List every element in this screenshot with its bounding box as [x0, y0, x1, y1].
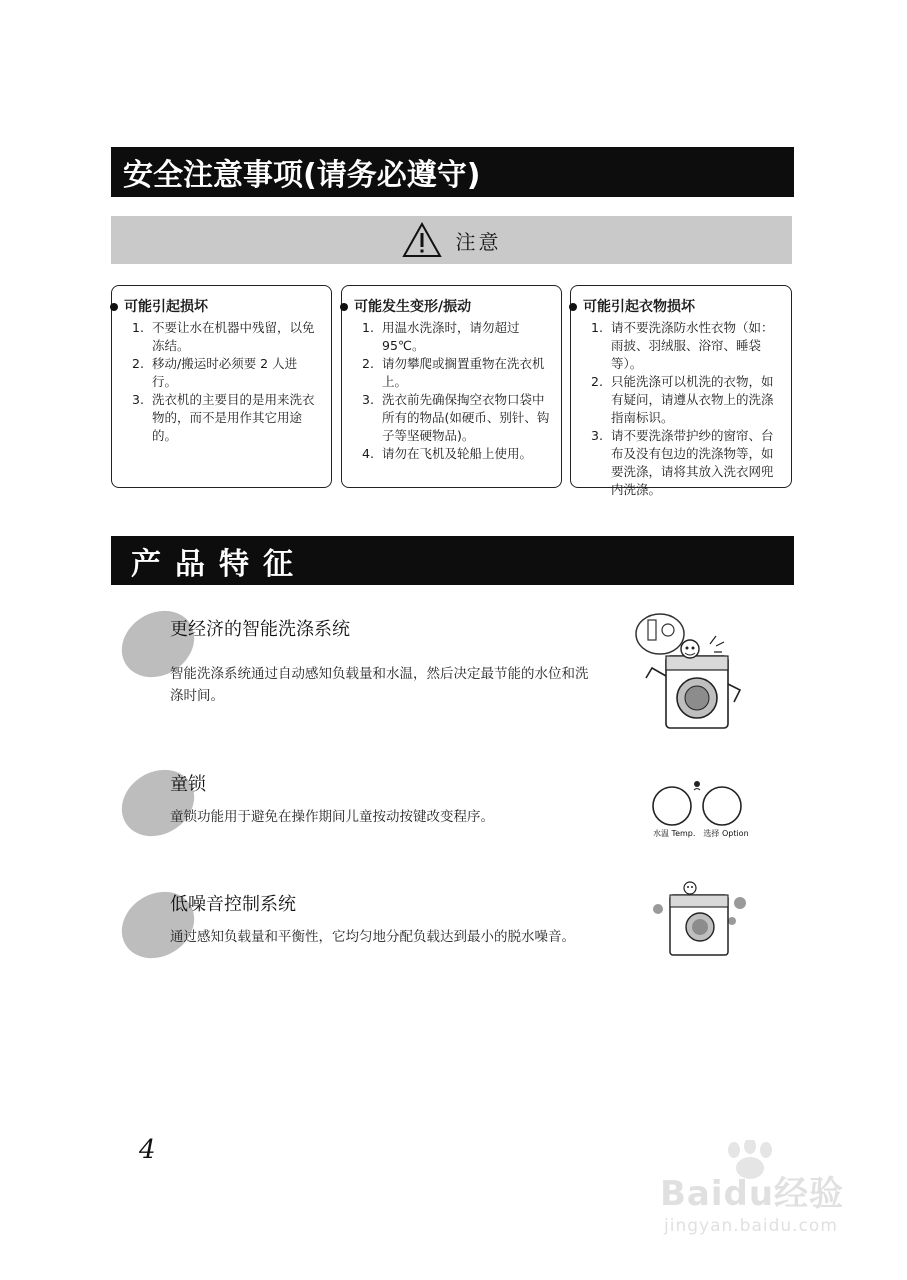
- feature-title: 低噪音控制系统: [170, 894, 296, 915]
- box-title: [342, 298, 551, 316]
- item-number: 2.: [591, 374, 603, 389]
- box-title-text: 可能引起损坏: [124, 299, 208, 315]
- item-number: 1.: [591, 320, 603, 335]
- item-text: 洗衣机的主要目的是用来洗衣物的，而不是用作其它用途的。: [152, 392, 315, 443]
- feature-description: 通过感知负载量和平衡性，它均匀地分配负载达到最小的脱水噪音。: [170, 929, 575, 945]
- bullet-icon: [340, 303, 348, 311]
- watermark-brand: Baidu经验: [660, 1174, 845, 1214]
- list-item: [583, 427, 781, 499]
- box-title-text: 可能引起衣物损坏: [583, 299, 695, 315]
- safety-section-title: [111, 147, 794, 197]
- safety-title-text: 安全注意事项(请务必遵守): [123, 158, 481, 193]
- bullet-icon: [569, 303, 577, 311]
- item-text: 请勿攀爬或搁置重物在洗衣机上。: [382, 356, 545, 389]
- item-text: 请不要洗涤防水性衣物（如：雨披、羽绒服、浴帘、睡袋等）。: [611, 320, 774, 371]
- watermark-url: jingyan.baidu.com: [664, 1216, 838, 1236]
- list-item: [354, 355, 551, 391]
- list-item: [354, 445, 551, 463]
- list-item: [124, 391, 321, 445]
- item-number: 2.: [362, 356, 374, 371]
- item-text: 请勿在飞机及轮船上使用。: [382, 446, 533, 461]
- box-title: [112, 298, 321, 316]
- washing-machine-character-icon: [630, 606, 745, 732]
- warning-triangle-icon: [402, 222, 442, 258]
- caution-box-damage: [111, 285, 332, 488]
- item-text: 不要让水在机器中残留，以免冻结。: [152, 320, 315, 353]
- list-item: [583, 319, 781, 373]
- item-number: 3.: [591, 428, 603, 443]
- baidu-watermark: [640, 1140, 870, 1250]
- item-number: 1.: [132, 320, 144, 335]
- item-number: 1.: [362, 320, 374, 335]
- item-number: 3.: [132, 392, 144, 407]
- option-knob-label: 选择 Option: [703, 829, 749, 838]
- item-text: 移动/搬运时必须要 2 人进行。: [152, 356, 298, 389]
- bullet-icon: [110, 303, 118, 311]
- list-item: [354, 391, 551, 445]
- caution-banner: [111, 216, 792, 264]
- temp-knob-label: 水温 Temp.: [653, 829, 696, 838]
- feature-title: 童锁: [170, 774, 206, 795]
- item-number: 3.: [362, 392, 374, 407]
- list-item: [583, 373, 781, 427]
- feature-description: 童锁功能用于避免在操作期间儿童按动按键改变程序。: [170, 809, 494, 825]
- caution-label: 注意: [455, 229, 502, 254]
- item-number: 4.: [362, 446, 374, 461]
- box-title-text: 可能发生变形/振动: [354, 299, 472, 315]
- caution-box-deformation: [341, 285, 562, 488]
- item-number: 2.: [132, 356, 144, 371]
- knob-labels: [653, 828, 757, 839]
- feature-title: 更经济的智能洗涤系统: [170, 619, 350, 640]
- list-item: [124, 319, 321, 355]
- quiet-washing-machine-icon: [650, 877, 750, 957]
- item-text: 用温水洗涤时，请勿超过 95℃。: [382, 320, 520, 353]
- list-item: [124, 355, 321, 391]
- caution-box-clothes-damage: [570, 285, 792, 497]
- list-item: [354, 319, 551, 355]
- feature-description: 智能洗涤系统通过自动感知负载量和水温，然后决定最节能的水位和洗涤时间。: [170, 666, 589, 704]
- item-text: 洗衣前先确保掏空衣物口袋中所有的物品(如硬币、别针、钩子等坚硬物品)。: [382, 392, 550, 443]
- features-section-title: [111, 536, 794, 585]
- box-title: [571, 298, 781, 316]
- item-text: 只能洗涤可以机洗的衣物，如有疑问，请遵从衣物上的洗涤指南标识。: [611, 374, 774, 425]
- item-text: 请不要洗涤带护纱的窗帘、台布及没有包边的洗涤物等，如要洗涤，请将其放入洗衣网兜内洗涤。: [611, 428, 774, 497]
- features-title-text: 产品特征: [131, 546, 307, 582]
- page-number: 4: [139, 1135, 156, 1165]
